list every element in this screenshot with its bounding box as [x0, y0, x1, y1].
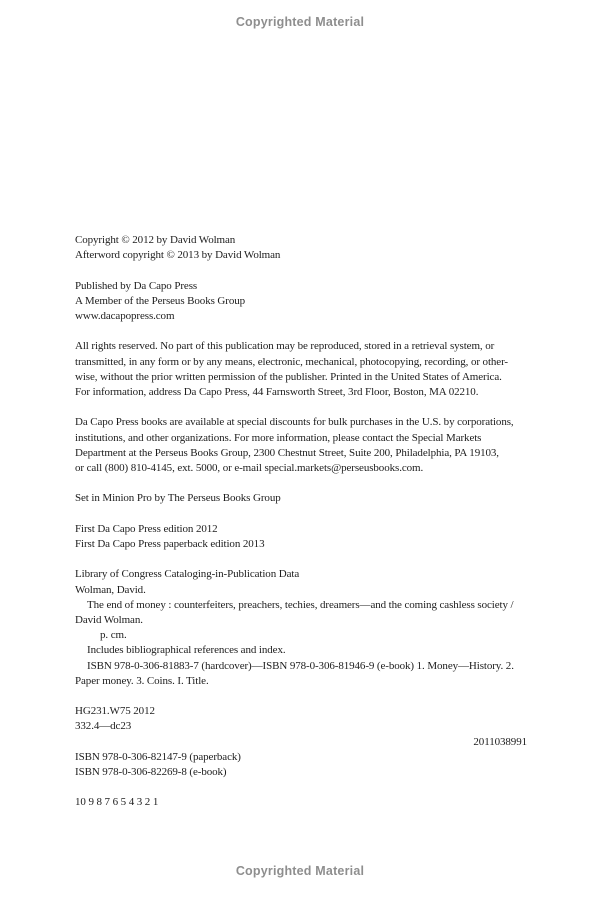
text-line: 2011038991 [473, 735, 527, 748]
copyrighted-material-banner-top: Copyrighted Material [235, 15, 365, 29]
text-line: A Member of the Perseus Books Group [75, 294, 246, 307]
paragraph [75, 704, 527, 780]
text-line: All rights reserved. No part of this publication may be reproduced, stored in a retrieval system, or [75, 340, 495, 353]
text-line: Da Capo Press books are available at special discounts for bulk purchases in the U.S. by corporations, [75, 416, 514, 429]
paragraph [75, 795, 527, 810]
text-line: wise, without the prior written permission of the publisher. Printed in the United States of America. [75, 370, 502, 383]
text-line: or call (800) 810-4145, ext. 5000, or e-mail special.markets@perseusbooks.com. [75, 462, 424, 474]
text-line: The end of money : counterfeiters, preachers, techies, dreamers—and the coming cashless society / [87, 598, 514, 611]
text-line: Includes bibliographical references and index. [87, 644, 286, 657]
copyrighted-material-banner-bottom: Copyrighted Material [235, 864, 365, 878]
paragraph [75, 233, 527, 263]
text-line: First Da Capo Press edition 2012 [75, 522, 218, 535]
text-line: Library of Congress Cataloging-in-Publication Data [75, 568, 300, 581]
text-line: Set in Minion Pro by The Perseus Books Group [75, 492, 281, 505]
text-line: institutions, and other organizations. For more information, please contact the Special Markets [75, 431, 482, 444]
paragraph [75, 339, 527, 400]
text-line: First Da Capo Press paperback edition 2013 [75, 537, 265, 550]
text-line: p. cm. [100, 629, 127, 642]
text-line: Department at the Perseus Books Group, 2300 Chestnut Street, Suite 200, Philadelphia, PA 19103, [75, 446, 499, 459]
text-line: For information, address Da Capo Press, 44 Farnsworth Street, 3rd Floor, Boston, MA 02210. [75, 386, 479, 398]
text-line: ISBN 978-0-306-81883-7 (hardcover)—ISBN 978-0-306-81946-9 (e-book) 1. Money—History. 2. [87, 659, 514, 672]
paragraph [75, 522, 527, 552]
text-line: Copyright © 2012 by David Wolman [75, 234, 236, 246]
text-line: Paper money. 3. Coins. I. Title. [75, 674, 209, 687]
text-line: Wolman, David. [75, 583, 146, 596]
text-line: ISBN 978-0-306-82269-8 (e-book) [75, 766, 227, 778]
text-line: 332.4—dc23 [75, 720, 132, 733]
page-text [75, 233, 527, 811]
text-line: 10 9 8 7 6 5 4 3 2 1 [75, 796, 159, 809]
text-line: ISBN 978-0-306-82147-9 (paperback) [75, 750, 241, 763]
text-line: Published by Da Capo Press [75, 279, 198, 292]
text-line: David Wolman. [75, 613, 143, 626]
text-line: www.dacapopress.com [75, 310, 175, 322]
text-line: Afterword copyright © 2013 by David Wolman [75, 249, 281, 262]
paragraph [75, 279, 527, 325]
paragraph [75, 491, 527, 506]
paragraph [75, 415, 527, 476]
paragraph [75, 567, 527, 689]
text-line: transmitted, in any form or by any means, electronic, mechanical, photocopying, recording, or other- [75, 355, 508, 368]
text-line: HG231.W75 2012 [75, 705, 155, 718]
